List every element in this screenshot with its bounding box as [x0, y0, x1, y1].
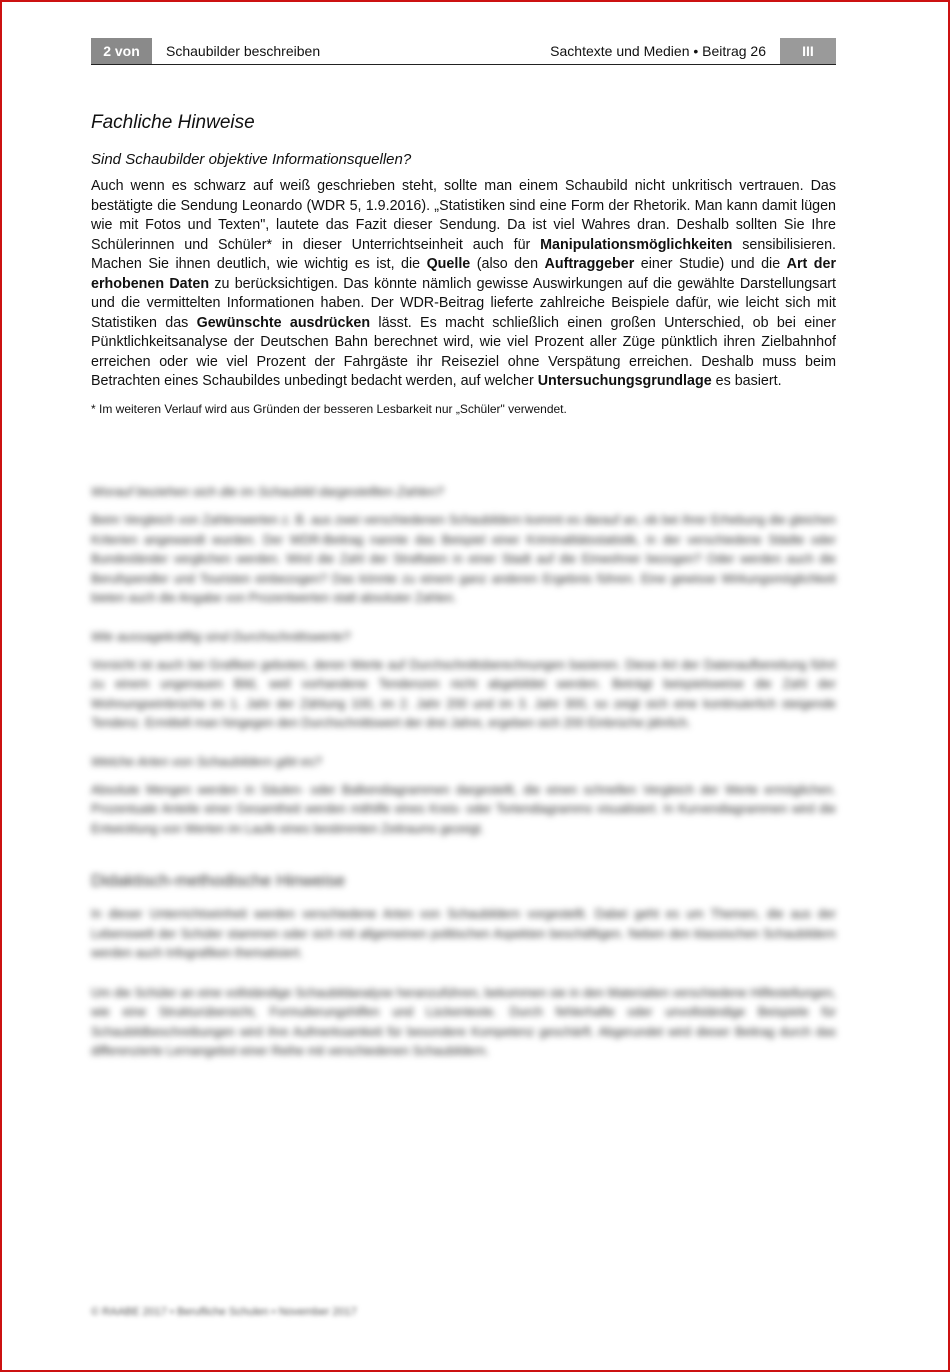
blurred-paragraph: In dieser Unterrichtseinheit werden verschiedene Arten von Schaubildern vorgestellt. Dabei geht es um Themen, die aus der Lebenswelt der Schüler stammen oder sich mit allgemeinen politischen Aspekten beschäftigen. Neben den klassischen Schaubildern werden auch Infografiken thematisiert.	[91, 907, 836, 960]
text-run: sensibilisieren. Machen Sie ihnen deutlich, wie wichtig es ist, die	[91, 236, 836, 272]
spacer	[91, 859, 836, 871]
subsection-title: Sind Schaubilder objektive Informationsquellen?	[91, 151, 412, 168]
blurred-heading: Wie aussagekräftig sind Durchschnittswerte?	[91, 628, 351, 644]
text-run: zu berücksichtigen. Das könnte nämlich gewisse Auswirkungen auf die gewählte Darstellungsart und die vermittelten Informationen haben. Der WDR-Beitrag lieferte zahlreiche Beispiele dafür, wie leicht sich mit Statistiken das	[91, 275, 837, 331]
blurred-paragraph: Um die Schüler an eine vollständige Schaubildanalyse heranzuführen, bekommen sie in den Materialien verschiedene Hilfestellungen, wie eine Strukturübersicht, Formulierungshilfen und Lückentexte. Durch fehlerhafte oder unvollständige Beispiele für Schaubildbeschreibungen wird ihre Aufmerksamkeit für besondere Kompetenz geschärft. Abgerundet wird dieser Beitrag durch das differenzierte Lernangebot einer Reihe mit verschiedenen Schaubildern.	[91, 985, 836, 1058]
bold-term: Auftraggeber	[544, 256, 635, 272]
blurred-heading: Worauf beziehen sich die im Schaubild dargestellten Zahlen?	[91, 484, 444, 499]
bold-term: Untersuchungsgrundlage	[537, 373, 712, 389]
blurred-preview	[91, 484, 836, 1324]
blurred-section-title: Didaktisch-methodische Hinweise	[91, 871, 346, 890]
blurred-paragraph: Vorsicht ist auch bei Grafiken geboten, deren Werte auf Durchschnittsberechnungen basieren. Diese Art der Datenaufbereitung führt zu einem ungenauen Bild, weil vorhandene Tendenzen nicht abgebildet werden. Beträgt beispielsweise die Zahl der Wohnungseinbrüche im 1. Jahr der Zählung 100, im 2. Jahr 200 und im 3. Jahr 300, so zeigt sich eine kontinuierlich steigende Tendenz. Ermittelt man hingegen den Durchschnittswert der drei Jahre, ergeben sich 200 Einbrüche jährlich.	[91, 657, 836, 730]
bold-term: Manipulationsmöglichkeiten	[540, 236, 733, 253]
text-run: es basiert.	[711, 373, 782, 389]
text-run: lässt. Es macht schließlich einen großen Unterschied, ob bei einer Pünktlichkeitsanalyse der Deutschen Bahn berechnet wird, wie viel Prozent aller Züge pünktlich ihren Zielbahnhof erreichen oder wie viel Prozent der Fahrgäste ihr Reiseziel ohne Verspätung erreichen. Deshalb muss beim Betrachten eines Schaubildes unbedingt bedacht werden, auf welcher	[91, 314, 836, 389]
body-paragraph	[91, 177, 836, 392]
text-run: einer Studie) und die	[634, 256, 787, 272]
page-header	[91, 38, 836, 85]
page-number-badge: 2 von 28	[91, 38, 152, 64]
page-footer: © RAABE 2017 • Berufliche Schulen • November 2017	[91, 1306, 357, 1318]
level-badge: III	[780, 38, 836, 64]
bold-term: Art der erhobenen Daten	[91, 256, 837, 292]
text-run: Auch wenn es schwarz auf weiß geschrieben steht, sollte man einem Schaubild nicht unkritisch vertrauen. Das bestätigte die Sendung Leonardo (WDR 5, 1.9.2016). „Statistiken sind eine Form der Rhetorik. Man kann damit lügen wie mit Fotos und Texten", lautete das Fazit dieser Sendung. Da ist viel Wahres dran. Deshalb sollten Sie Ihre Schülerinnen und Schüler* in dieser Unterrichtseinheit auch für	[91, 178, 836, 253]
text-run: (also den	[470, 256, 545, 272]
blurred-paragraph: Beim Vergleich von Zahlenwerten z. B. aus zwei verschiedenen Schaubildern kommt es darauf an, ob bei ihrer Erhebung die gleichen Kriterien angewandt wurden. Der WDR-Beitrag nannte das Beispiel einer Kriminalitätsstatistik, in der verschiedene Städte oder Bundesländer verglichen werden. Wird die Zahl der Straftaten in einer Stadt auf die Einwohner bezogen? Oder werden auch die Berufspendler und Touristen einbezogen? Das könnte zu einem ganz anderen Ergebnis führen. Eine gewisse Wirkungsmöglichkeit bieten auch die Angabe von Prozentwerten statt absoluter Zahlen.	[91, 513, 836, 605]
blurred-heading: Welche Arten von Schaubildern gibt es?	[91, 753, 322, 769]
bold-term: Gewünschte ausdrücken	[196, 314, 371, 331]
bold-term: Quelle	[426, 256, 471, 272]
section-title: Fachliche Hinweise	[91, 112, 255, 133]
series-label: Sachtexte und Medien • Beitrag 26	[550, 43, 766, 59]
blurred-paragraph: Absolute Mengen werden in Säulen- oder Balkendiagrammen dargestellt, die einen schnellen Vergleich der Werte ermöglichen. Prozentuale Anteile einer Gesamtheit werden mithilfe eines Kreis- oder Tortendiagramms visualisiert. In Kurvendiagrammen wird die Entwicklung von Werten im Laufe eines bestimmten Zeitraums gezeigt.	[91, 782, 836, 836]
footnote: * Im weiteren Verlauf wird aus Gründen der besseren Lesbarkeit nur „Schüler" verwendet.	[91, 401, 567, 416]
main-content	[91, 112, 836, 417]
running-title: Schaubilder beschreiben	[166, 43, 321, 59]
